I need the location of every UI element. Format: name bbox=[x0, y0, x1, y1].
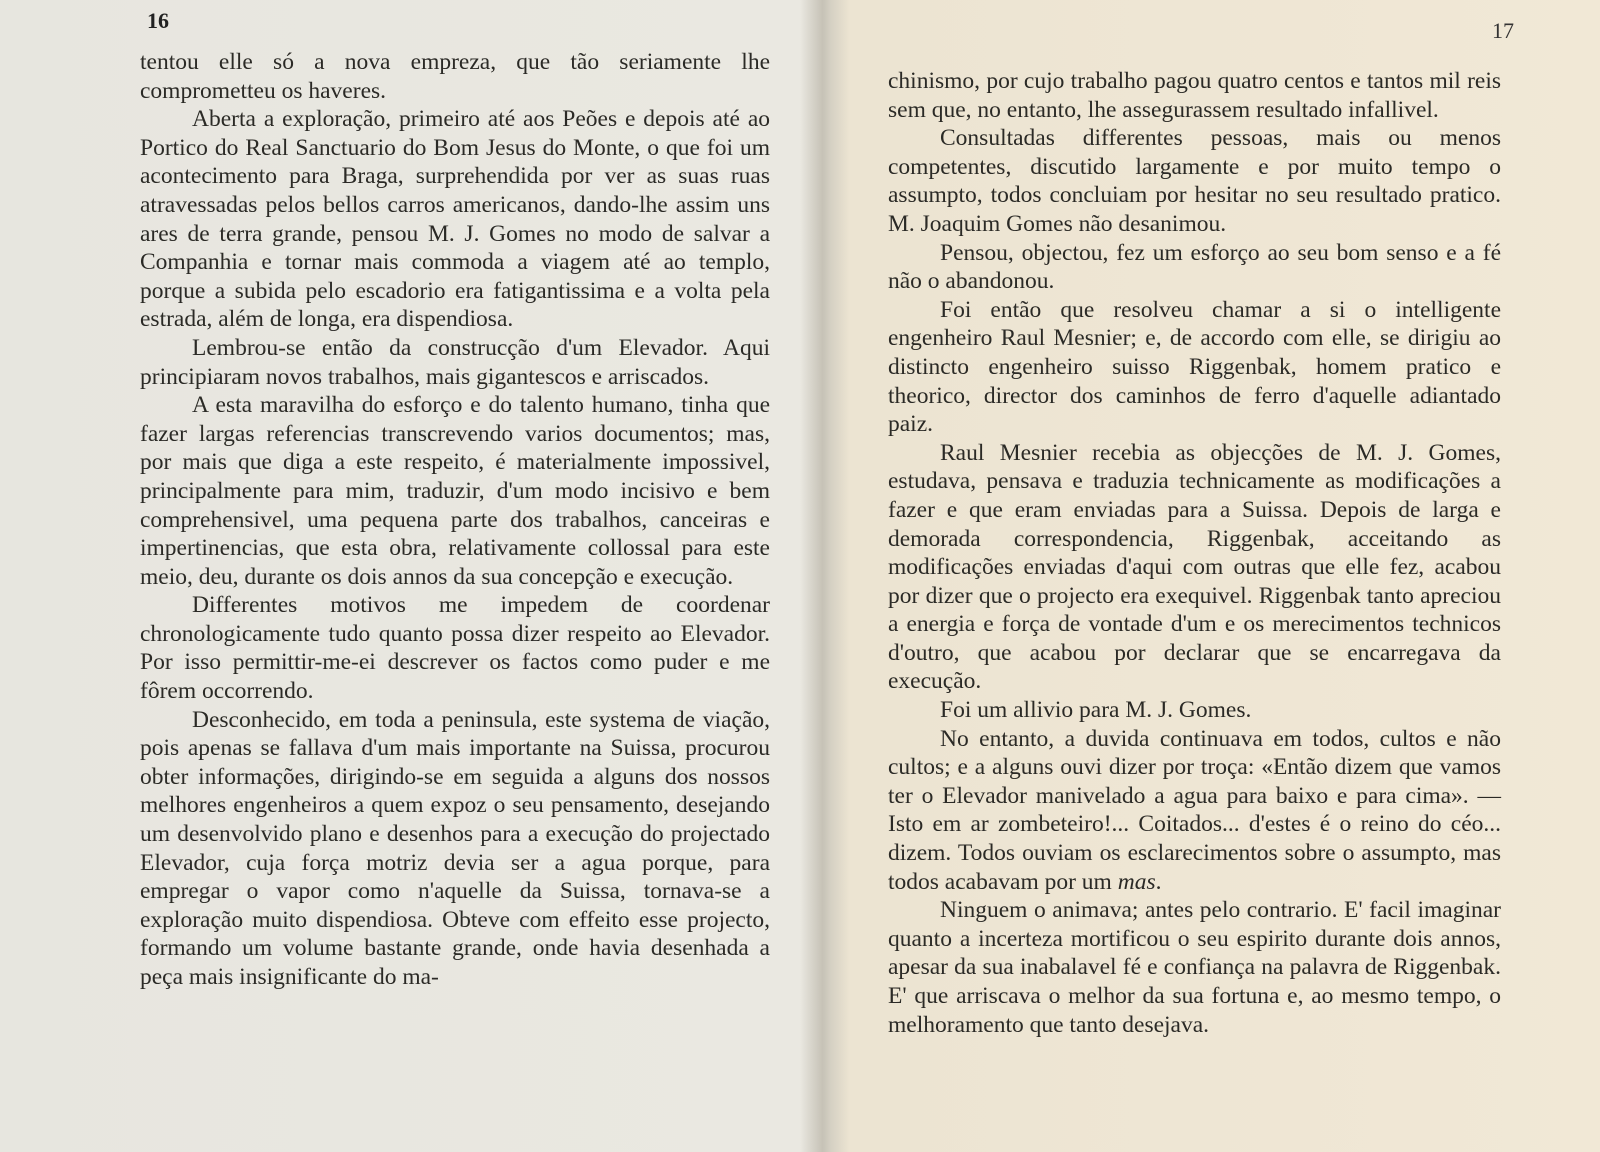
paragraph: Raul Mesnier recebia as objecções de M. J. Gomes, estudava, pensava e traduzia technicamente as modificações a fazer e que eram enviadas para a Suissa. Depois de larga e demorada correspondencia, Riggenbak, acceitando as modificações enviadas d'aqui com outras que elle fez, acabou por dizer que o projecto era exequivel. Riggenbak tanto apreciou a energia e força de vontade d'um e os merecimentos technicos d'outro, que acabou por declarar que se encarregava da execução. bbox=[888, 439, 1501, 695]
italic-word: mas bbox=[1117, 868, 1156, 895]
left-page-text bbox=[140, 48, 770, 992]
right-page bbox=[830, 0, 1600, 1152]
paragraph: Foi então que resolveu chamar a si o intelligente engenheiro Raul Mesnier; e, de accordo com elle, se dirigiu ao distincto engenheiro suisso Riggenbak, homem pratico e theorico, director dos caminhos de ferro d'aquelle adiantado paiz. bbox=[888, 296, 1501, 438]
paragraph-text: No entanto, a duvida continuava em todos, cultos e não cultos; e a alguns ouvi dizer por troça: «Então dizem que vamos ter o Elevador manivelado a agua para baixo e para cima». — Isto em ar zombeteiro!... Coitados... d'estes é o reino do céo... dizem. Todos ouviam os esclarecimentos sobre o assumpto, mas todos acabavam por um bbox=[888, 725, 1501, 895]
paragraph: tentou elle só a nova empreza, que tão seriamente lhe comprometteu os haveres. bbox=[140, 49, 770, 104]
italic-suffix: . bbox=[1155, 868, 1162, 895]
paragraph bbox=[888, 725, 1501, 897]
paragraph: Ninguem o animava; antes pelo contrario. E' facil imaginar quanto a incerteza mortificou o seu espirito durante dois annos, apesar da sua inabalavel fé e confiança na palavra de Riggenbak. E' que arriscava o melhor da sua fortuna e, ao mesmo tempo, o melhoramento que tanto desejava. bbox=[888, 897, 1501, 1038]
paragraph: Differentes motivos me impedem de coordenar chronologicamente tudo quanto possa dizer respeito ao Elevador. Por isso permittir-me-ei descrever os factos como puder e me fôrem occorrendo. bbox=[140, 592, 770, 705]
right-page-text bbox=[888, 67, 1501, 1039]
page-number-left: 16 bbox=[147, 8, 169, 33]
paragraph: Aberta a exploração, primeiro até aos Peões e depois até ao Portico do Real Sanctuario do Bom Jesus do Monte, o que foi um acontecimento para Braga, surprehendida por ver as suas ruas atravessadas pelos bellos carros americanos, dando-lhe assim uns ares de terra grande, pensou M. J. Gomes no modo de salvar a Companhia e tornar mais commoda a viagem até ao templo, porque a subida pelo escadorio era fatigantissima e a volta pela estrada, além de longa, era dispendiosa. bbox=[140, 106, 770, 333]
page-number-right: 17 bbox=[1492, 18, 1514, 43]
paragraph: Pensou, objectou, fez um esforço ao seu bom senso e a fé não o abandonou. bbox=[888, 239, 1501, 295]
paragraph: chinismo, por cujo trabalho pagou quatro centos e tantos mil reis sem que, no entanto, lhe assegurassem resultado infallivel. bbox=[888, 68, 1501, 123]
paragraph: Desconhecido, em toda a peninsula, este systema de viação, pois apenas se fallava d'um mais importante na Suissa, procurou obter informações, dirigindo-se em seguida a alguns dos nossos melhores engenheiros a quem expoz o seu pensamento, desejando um desenvolvido plano e desenhos para a execução do projectado Elevador, cuja força motriz devia ser a agua porque, para empregar o vapor como n'aquelle da Suissa, tornava-se a exploração muito dispendiosa. Obteve com effeito esse projecto, formando um volume bastante grande, onde havia desenhada a peça mais insignificante do ma- bbox=[140, 706, 770, 990]
paragraph: A esta maravilha do esforço e do talento humano, tinha que fazer largas referencias transcrevendo varios documentos; mas, por mais que diga a este respeito, é materialmente impossivel, principalmente para mim, traduzir, d'um modo incisivo e bem comprehensivel, uma pequena parte dos trabalhos, canceiras e impertinencias, que esta obra, relativamente collossal para este meio, deu, durante os dois annos da sua concepção e execução. bbox=[140, 392, 770, 590]
paragraph: Foi um allivio para M. J. Gomes. bbox=[940, 697, 1252, 724]
paragraph: Lembrou-se então da construcção d'um Elevador. Aqui principiaram novos trabalhos, mais gigantescos e arriscados. bbox=[140, 334, 770, 390]
paragraph: Consultadas differentes pessoas, mais ou menos competentes, discutido largamente e por muito tempo o assumpto, todos concluiam por hesitar no seu resultado pratico. M. Joaquim Gomes não desanimou. bbox=[888, 125, 1501, 237]
